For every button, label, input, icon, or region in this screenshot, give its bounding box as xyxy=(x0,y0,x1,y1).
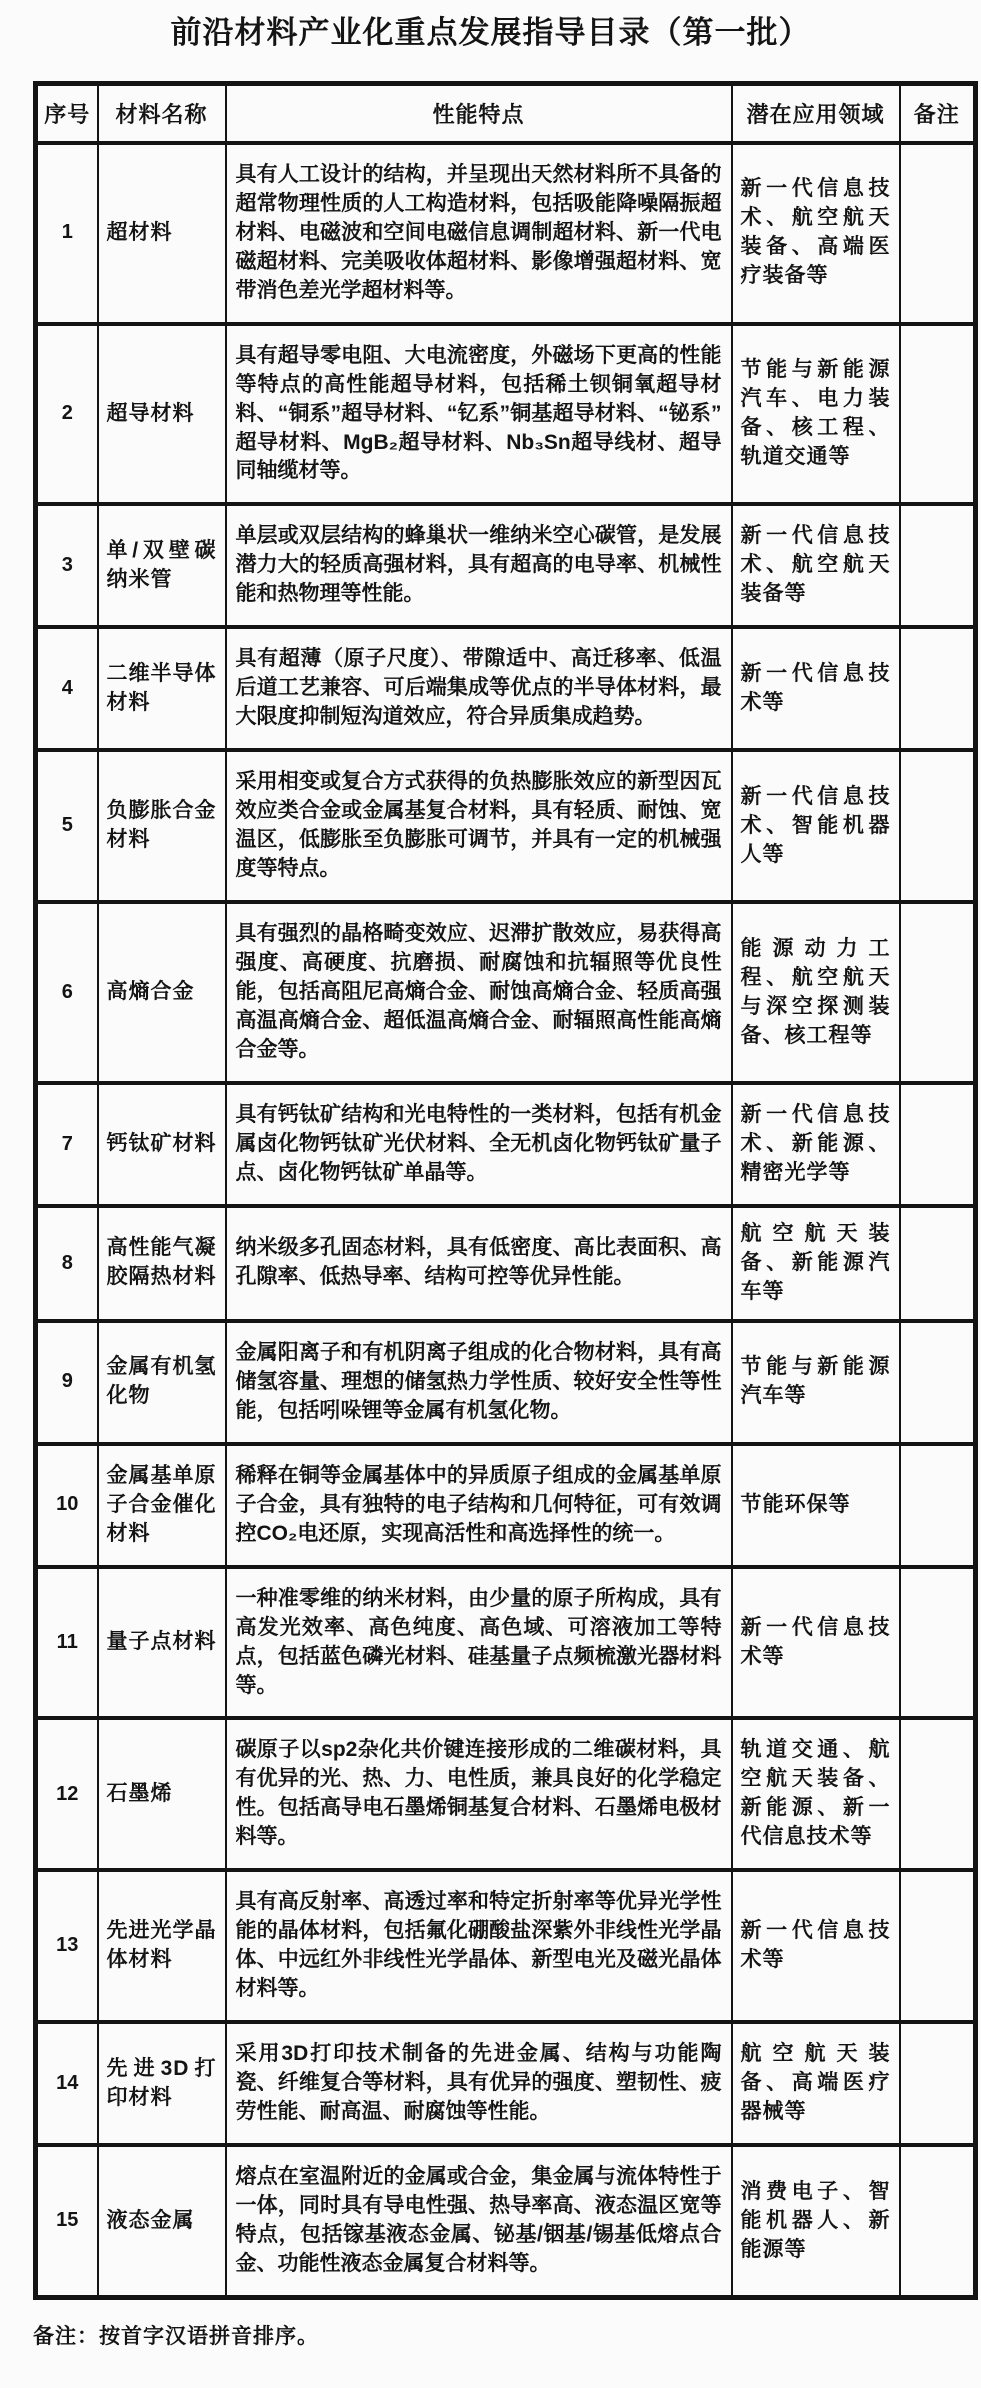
table-row xyxy=(36,902,976,1083)
column-header-material-name: 材料名称 xyxy=(98,83,226,143)
row-number: 10 xyxy=(36,1444,98,1567)
material-remark xyxy=(900,1718,976,1870)
materials-catalog-table xyxy=(33,81,978,2300)
material-features: 碳原子以sp2杂化共价键连接形成的二维碳材料，具有优异的光、热、力、电性质，兼具良好的化学稳定性。包括高导电石墨烯铜基复合材料、石墨烯电极材料等。 xyxy=(226,1718,732,1870)
material-applications: 节能与新能源汽车、电力装备、核工程、轨道交通等 xyxy=(732,324,900,505)
material-applications: 航空航天装备、新能源汽车等 xyxy=(732,1206,900,1321)
material-features: 具有钙钛矿结构和光电特性的一类材料，包括有机金属卤化物钙钛矿光伏材料、全无机卤化物钙钛矿量子点、卤化物钙钛矿单晶等。 xyxy=(226,1083,732,1206)
row-number: 12 xyxy=(36,1718,98,1870)
material-applications: 新一代信息技术等 xyxy=(732,1870,900,2022)
material-applications: 消费电子、智能机器人、新能源等 xyxy=(732,2145,900,2297)
material-features: 采用3D打印技术制备的先进金属、结构与功能陶瓷、纤维复合等材料，具有优异的强度、塑韧性、疲劳性能、耐高温、耐腐蚀等性能。 xyxy=(226,2022,732,2145)
material-name: 超导材料 xyxy=(98,324,226,505)
row-number: 5 xyxy=(36,750,98,902)
material-remark xyxy=(900,504,976,627)
row-number: 8 xyxy=(36,1206,98,1321)
material-remark xyxy=(900,1567,976,1719)
table-row xyxy=(36,750,976,902)
row-number: 3 xyxy=(36,504,98,627)
material-remark xyxy=(900,1321,976,1444)
material-name: 高性能气凝胶隔热材料 xyxy=(98,1206,226,1321)
table-row xyxy=(36,2022,976,2145)
material-remark xyxy=(900,324,976,505)
row-number: 11 xyxy=(36,1567,98,1719)
material-remark xyxy=(900,1870,976,2022)
material-remark xyxy=(900,1444,976,1567)
row-number: 4 xyxy=(36,627,98,750)
table-row xyxy=(36,1206,976,1321)
material-features: 采用相变或复合方式获得的负热膨胀效应的新型因瓦效应类合金或金属基复合材料，具有轻质、耐蚀、宽温区，低膨胀至负膨胀可调节，并具有一定的机械强度等特点。 xyxy=(226,750,732,902)
table-row xyxy=(36,1444,976,1567)
column-header-applications: 潜在应用领域 xyxy=(732,83,900,143)
table-row xyxy=(36,504,976,627)
material-features: 熔点在室温附近的金属或合金，集金属与流体特性于一体，同时具有导电性强、热导率高、液态温区宽等特点，包括镓基液态金属、铋基/铟基/锡基低熔点合金、功能性液态金属复合材料等。 xyxy=(226,2145,732,2297)
material-remark xyxy=(900,750,976,902)
table-row xyxy=(36,1567,976,1719)
table-row xyxy=(36,143,976,324)
column-header-remark: 备注 xyxy=(900,83,976,143)
material-name: 金属有机氢化物 xyxy=(98,1321,226,1444)
material-applications: 新一代信息技术等 xyxy=(732,1567,900,1719)
material-features: 具有人工设计的结构，并呈现出天然材料所不具备的超常物理性质的人工构造材料，包括吸能降噪隔振超材料、电磁波和空间电磁信息调制超材料、新一代电磁超材料、完美吸收体超材料、影像增强超材料、宽带消色差光学超材料等。 xyxy=(226,143,732,324)
material-name: 负膨胀合金材料 xyxy=(98,750,226,902)
row-number: 14 xyxy=(36,2022,98,2145)
column-header-features: 性能特点 xyxy=(226,83,732,143)
material-name: 量子点材料 xyxy=(98,1567,226,1719)
material-remark xyxy=(900,2022,976,2145)
row-number: 6 xyxy=(36,902,98,1083)
row-number: 15 xyxy=(36,2145,98,2297)
row-number: 7 xyxy=(36,1083,98,1206)
material-features: 稀释在铜等金属基体中的异质原子组成的金属基单原子合金，具有独特的电子结构和几何特征，可有效调控CO₂电还原，实现高活性和高选择性的统一。 xyxy=(226,1444,732,1567)
table-row xyxy=(36,1321,976,1444)
material-applications: 新一代信息技术等 xyxy=(732,627,900,750)
material-features: 具有超薄（原子尺度）、带隙适中、高迁移率、低温后道工艺兼容、可后端集成等优点的半导体材料，最大限度抑制短沟道效应，符合异质集成趋势。 xyxy=(226,627,732,750)
material-remark xyxy=(900,2145,976,2297)
material-remark xyxy=(900,902,976,1083)
material-name: 金属基单原子合金催化材料 xyxy=(98,1444,226,1567)
table-header xyxy=(36,83,976,143)
material-name: 单/双壁碳纳米管 xyxy=(98,504,226,627)
material-name: 超材料 xyxy=(98,143,226,324)
column-header-number: 序号 xyxy=(36,83,98,143)
table-row xyxy=(36,1870,976,2022)
table-row xyxy=(36,627,976,750)
material-features: 具有超导零电阻、大电流密度，外磁场下更高的性能等特点的高性能超导材料，包括稀土钡铜氧超导材料、“铜系”超导材料、“钇系”铜基超导材料、“铋系”超导材料、MgB₂超导材料、Nb₃Sn超导线材、超导同轴缆材等。 xyxy=(226,324,732,505)
material-remark xyxy=(900,627,976,750)
material-features: 一种准零维的纳米材料，由少量的原子所构成，具有高发光效率、高色纯度、高色域、可溶液加工等特点，包括蓝色磷光材料、硅基量子点频梳激光器材料等。 xyxy=(226,1567,732,1719)
table-row xyxy=(36,324,976,505)
table-row xyxy=(36,1718,976,1870)
row-number: 13 xyxy=(36,1870,98,2022)
table-row xyxy=(36,2145,976,2297)
material-remark xyxy=(900,1083,976,1206)
material-name: 先进光学晶体材料 xyxy=(98,1870,226,2022)
table-row xyxy=(36,1083,976,1206)
material-applications: 新一代信息技术、新能源、精密光学等 xyxy=(732,1083,900,1206)
row-number: 2 xyxy=(36,324,98,505)
material-name: 高熵合金 xyxy=(98,902,226,1083)
material-features: 具有强烈的晶格畸变效应、迟滞扩散效应，易获得高强度、高硬度、抗磨损、耐腐蚀和抗辐照等优良性能，包括高阻尼高熵合金、耐蚀高熵合金、轻质高强高温高熵合金、超低温高熵合金、耐辐照高性能高熵合金等。 xyxy=(226,902,732,1083)
row-number: 9 xyxy=(36,1321,98,1444)
material-remark xyxy=(900,143,976,324)
material-name: 液态金属 xyxy=(98,2145,226,2297)
material-name: 先进3D打印材料 xyxy=(98,2022,226,2145)
table-body xyxy=(36,143,976,2298)
material-name: 石墨烯 xyxy=(98,1718,226,1870)
material-features: 具有高反射率、高透过率和特定折射率等优异光学性能的晶体材料，包括氟化硼酸盐深紫外非线性光学晶体、中远红外非线性光学晶体、新型电光及磁光晶体材料等。 xyxy=(226,1870,732,2022)
material-applications: 新一代信息技术、航空航天装备、高端医疗装备等 xyxy=(732,143,900,324)
material-name: 钙钛矿材料 xyxy=(98,1083,226,1206)
catalog-table-container xyxy=(33,81,973,2300)
material-remark xyxy=(900,1206,976,1321)
material-applications: 节能与新能源汽车等 xyxy=(732,1321,900,1444)
material-applications: 节能环保等 xyxy=(732,1444,900,1567)
material-features: 纳米级多孔固态材料，具有低密度、高比表面积、高孔隙率、低热导率、结构可控等优异性能。 xyxy=(226,1206,732,1321)
material-features: 单层或双层结构的蜂巢状一维纳米空心碳管，是发展潜力大的轻质高强材料，具有超高的电导率、机械性能和热物理等性能。 xyxy=(226,504,732,627)
material-applications: 新一代信息技术、智能机器人等 xyxy=(732,750,900,902)
material-features: 金属阳离子和有机阴离子组成的化合物材料，具有高储氢容量、理想的储氢热力学性质、较好安全性等性能，包括吲哚锂等金属有机氢化物。 xyxy=(226,1321,732,1444)
material-applications: 轨道交通、航空航天装备、新能源、新一代信息技术等 xyxy=(732,1718,900,1870)
material-applications: 能源动力工程、航空航天与深空探测装备、核工程等 xyxy=(732,902,900,1083)
material-applications: 航空航天装备、高端医疗器械等 xyxy=(732,2022,900,2145)
material-applications: 新一代信息技术、航空航天装备等 xyxy=(732,504,900,627)
row-number: 1 xyxy=(36,143,98,324)
page-title: 前沿材料产业化重点发展指导目录（第一批） xyxy=(170,15,811,50)
material-name: 二维半导体材料 xyxy=(98,627,226,750)
header-row xyxy=(36,83,976,143)
footnote: 备注：按首字汉语拼音排序。 xyxy=(33,2325,319,2348)
